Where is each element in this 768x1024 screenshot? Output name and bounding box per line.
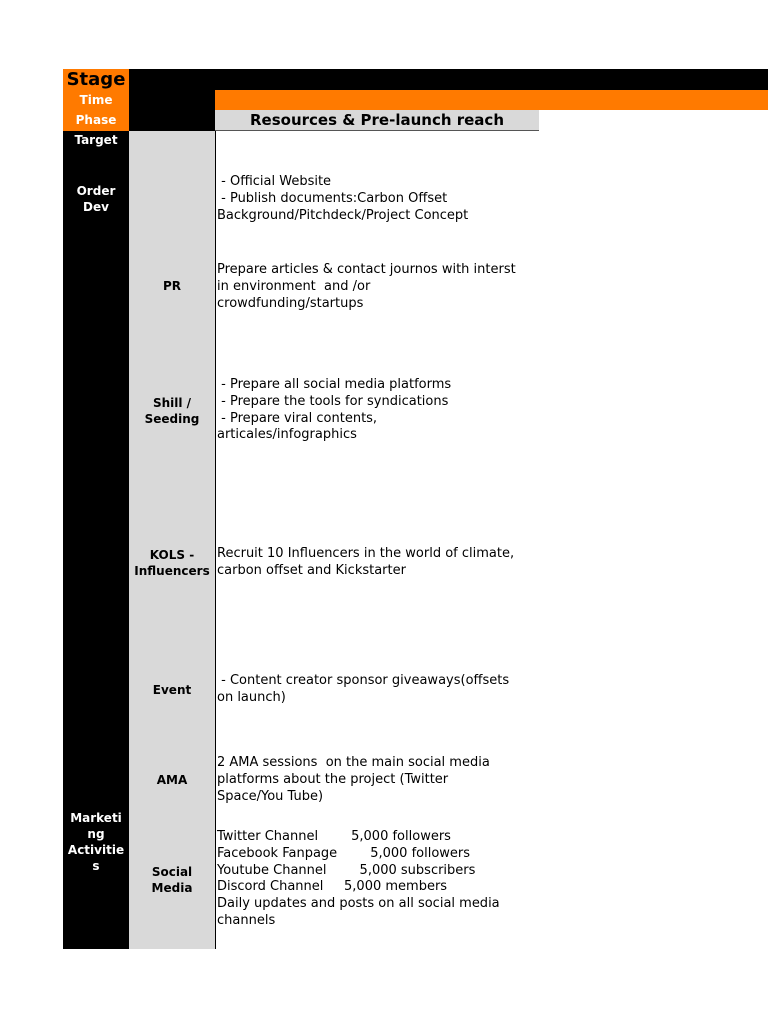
category-column: [129, 131, 215, 949]
category-shill-seeding: Shill / Seeding: [144, 396, 200, 426]
marketing-activities-label: Marketi ng Activitie s: [67, 811, 125, 873]
category-social-media: Social Media: [151, 865, 193, 895]
target-label: Target: [74, 133, 118, 147]
phase-header: Phase: [63, 110, 129, 131]
desc-order-dev: - Official Website - Publish documents:Carbon Offset Background/Pitchdeck/Project Concept: [217, 174, 469, 223]
desc-social-media: Twitter Channel 5,000 followers Facebook Fanpage 5,000 followers Youtube Channel 5,000 subscribers Discord Channel 5,000 members Daily updates and posts on all social media channels: [217, 829, 500, 928]
desc-event: - Content creator sponsor giveaways(offsets on launch): [217, 673, 510, 705]
desc-shill-seeding: - Prepare all social media platforms - Prepare the tools for syndications - Prepare viral contents, articales/infographics: [217, 377, 452, 443]
category-pr: PR: [162, 279, 182, 293]
order-dev-label: Order Dev: [76, 184, 116, 214]
desc-ama: 2 AMA sessions on the main social media platforms about the project (Twitter Space/You Tube): [217, 755, 490, 804]
category-ama: AMA: [156, 773, 188, 787]
time-header: Time: [63, 90, 129, 110]
orange-band: [215, 90, 768, 110]
column-title: Resources & Pre-launch reach: [215, 110, 539, 131]
header-black-band: [129, 69, 768, 90]
stage-header: Stage: [63, 69, 129, 90]
category-kols-influencers: KOLS - Influencers: [134, 548, 210, 578]
category-event: Event: [152, 683, 192, 697]
desc-pr: Prepare articles & contact journos with interst in environment and /or crowdfunding/startups: [217, 262, 516, 311]
header-black-block: [129, 90, 215, 131]
column-divider: [215, 131, 216, 949]
desc-kols-influencers: Recruit 10 Influencers in the world of climate, carbon offset and Kickstarter: [217, 546, 515, 578]
